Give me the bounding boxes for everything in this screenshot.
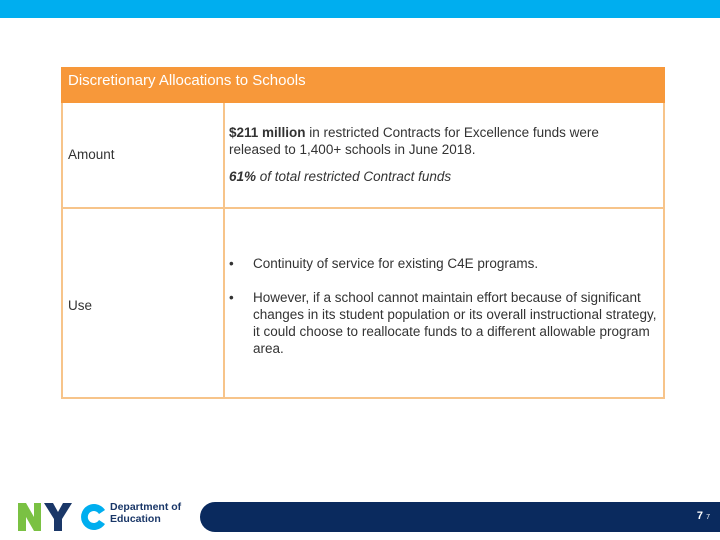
page-number-main: 7: [696, 510, 704, 522]
bullet-icon: •: [229, 290, 234, 305]
org-name: [110, 501, 181, 525]
table-header: [61, 67, 665, 103]
table-title: Discretionary Allocations to Schools: [68, 72, 306, 89]
bullet-icon: •: [229, 256, 234, 271]
column-divider: [223, 103, 225, 207]
bullet-text: Continuity of service for existing C4E programs.: [253, 256, 539, 271]
allocations-table: [61, 67, 665, 399]
column-divider: [223, 209, 225, 397]
bullet-text: However, if a school cannot maintain effort because of significant changes in its student population or its overall instructional strategy, it could choose to reallocate funds to a different allowable program area.: [253, 290, 657, 356]
top-accent-bar: [0, 0, 720, 18]
page-number-sub: 7: [706, 514, 710, 521]
amount-value: $211 million: [229, 125, 306, 140]
table-row-use: [61, 209, 665, 399]
percent-value: 61%: [229, 169, 257, 184]
footer-bar: [200, 502, 720, 532]
percent-detail: of total restricted Contract funds: [256, 169, 452, 184]
amount-detail: in restricted Contracts for Excellence funds were released to 1,400+ schools in June 2018.: [229, 125, 599, 157]
org-name-line2: Education: [110, 513, 161, 525]
percent-note: [229, 169, 451, 184]
table-row-amount: [61, 103, 665, 209]
org-name-line1: Department of: [110, 501, 182, 513]
amount-description: [229, 124, 639, 158]
row-label-use: Use: [68, 298, 93, 313]
row-label-amount: Amount: [68, 147, 115, 162]
page-number: [697, 510, 710, 522]
